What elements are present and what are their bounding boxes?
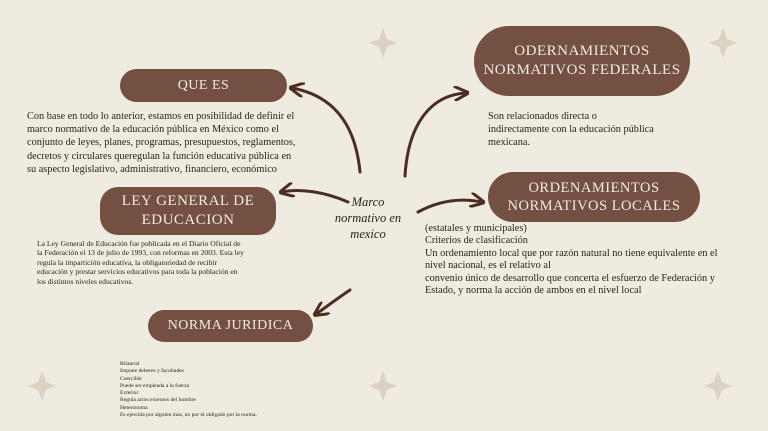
norma-juridica-node <box>148 310 313 342</box>
text-line: decretos y circulares queregulan la función educativa pública en <box>27 150 292 162</box>
text-line: marco normativo de la educación pública en México como el <box>27 124 279 136</box>
text-line: Un ordenamiento local que por razón natural no tiene equivalente en el <box>425 247 718 259</box>
text-line: conjunto de leyes, planes, programas, presupuestos, reglamentos, <box>27 137 296 149</box>
federales-title-line: NORMATIVOS FEDERALES <box>483 62 681 78</box>
arrow-to-norma-juridica <box>316 290 350 314</box>
text-line: (estatales y municipales) <box>425 223 527 234</box>
arrow-to-federales <box>405 93 466 176</box>
ley-general-title-line: LEY GENERAL DE <box>121 193 255 210</box>
central-topic-line: mexico <box>350 227 386 241</box>
ley-general-node <box>100 187 276 235</box>
text-line: su aspecto legislativo, administrativo, financiero, económico <box>27 163 277 175</box>
ley-general-text <box>37 239 307 286</box>
text-line: indirectamente con la educación pública <box>488 124 654 135</box>
text-line: Son relacionados directa o <box>488 111 597 122</box>
locales-node <box>488 172 700 222</box>
list-item: Puede ser empleada a la fuerza <box>120 382 190 389</box>
ley-general-title-line: EDUCACION <box>141 212 235 228</box>
text-line: Con base en todo lo anterior, estamos en posibilidad de definir el <box>27 111 295 122</box>
que-es-title: QUE ES <box>177 77 230 93</box>
text-line: Criterios de clasificación <box>425 235 528 247</box>
text-line: convenio único de desarrollo que concerta el esfuerzo de Federación y <box>425 272 715 284</box>
text-line: Estado, y norma la acción de ambos en el nivel local <box>425 285 642 297</box>
list-item: Bilateral <box>120 361 140 367</box>
central-topic-line: normativo en <box>334 211 402 225</box>
text-line: nivel nacional, es el relativo al <box>425 260 551 272</box>
locales-text <box>425 223 768 297</box>
list-item: Coercible <box>120 375 142 382</box>
norma-juridica-title: NORMA JURIDICA <box>167 318 294 334</box>
locales-title-line: NORMATIVOS LOCALES <box>507 198 681 214</box>
central-topic-line: Marco <box>351 195 385 209</box>
list-item: Regula actos externos del hombre <box>120 397 196 404</box>
que-es-text <box>27 110 345 176</box>
central-topic <box>322 194 414 242</box>
federales-text <box>488 110 698 149</box>
list-item: Impone deberes y facultades <box>120 368 184 375</box>
list-item: Heterónoma <box>120 404 148 411</box>
text-line: educación y prestar servicios educativos para toda la población en <box>37 267 238 277</box>
federales-node <box>474 26 690 96</box>
arrow-to-locales <box>418 200 482 212</box>
text-line: los distintos niveles educativos. <box>37 276 134 286</box>
text-line: regula la impartición educativa, la obligatoriedad de recibir <box>37 257 218 267</box>
norma-juridica-list <box>120 361 340 419</box>
text-line: La Ley General de Educación fue publicada en el Diario Oficial de <box>37 239 241 248</box>
locales-title-line: ORDENAMIENTOS <box>528 179 660 196</box>
text-line: mexicana. <box>488 137 531 148</box>
que-es-node <box>120 69 287 102</box>
text-line: la Federación el 13 de julio de 1993, con reformas en 2003. Esta ley <box>37 248 244 258</box>
list-item: Es ejercida por alguien mas, no por el obligado por la norma. <box>120 412 257 419</box>
list-item: Exterior <box>120 390 139 397</box>
federales-title-line: ODERNAMIENTOS <box>514 43 650 60</box>
